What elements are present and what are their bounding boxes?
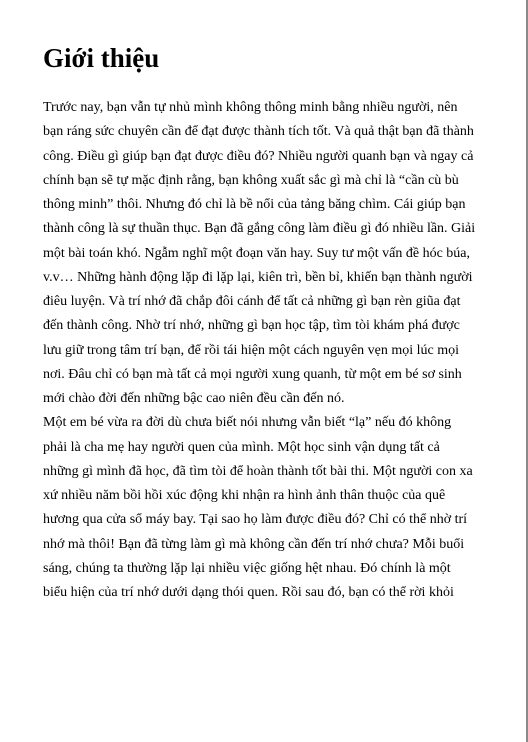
text-line: chính bạn sẽ tự mặc định rằng, bạn không xuất sắc gì mà chỉ là “cần cù bù <box>43 172 459 188</box>
body-text <box>43 96 491 605</box>
text-line: điêu luyện. Và trí nhớ đã chắp đôi cánh để tất cả những gì bạn rèn giũa đạt <box>43 294 461 309</box>
text-line: Một em bé vừa ra đời dù chưa biết nói nhưng vẫn biết “lạ” nếu đó không <box>43 415 452 431</box>
text-line: phải là cha mẹ hay người quen của mình. Một học sinh vận dụng tất cả <box>43 439 440 455</box>
text-line: công. Điều gì giúp bạn đạt được điều đó? Nhiều người quanh bạn và ngay cả <box>43 148 474 164</box>
page-title: Giới thiệu <box>43 43 160 73</box>
text-line: những gì mình đã học, đã tìm tòi để hoàn thành tốt bài thi. Một người con xa <box>43 463 473 479</box>
text-line: hương qua cửa sổ máy bay. Tại sao họ làm được điều đó? Chỉ có thể nhờ trí <box>43 512 468 528</box>
text-line: lưu giữ trong tâm trí bạn, để rồi tái hiện một cách nguyên vẹn mọi lúc mọi <box>43 342 460 358</box>
text-line: sáng, chúng ta thường lặp lại nhiều việc giống hệt nhau. Đó chính là một <box>43 560 451 576</box>
text-line: nhớ mà thôi! Bạn đã từng làm gì mà không cần đến trí nhớ chưa? Mỗi buổi <box>43 536 465 552</box>
text-line: bạn ráng sức chuyên cần để đạt được thành tích tốt. Và quả thật bạn đã thành <box>43 124 474 140</box>
text-line: đến thành công. Nhờ trí nhớ, những gì bạn học tập, tìm tòi khám phá được <box>43 318 460 334</box>
text-line: một bài toán khó. Ngẫm nghĩ một đoạn văn hay. Suy tư một vấn đề hóc búa, <box>43 245 470 261</box>
text-line: mới chào đời đến những bậc cao niên đều cần đến nó. <box>43 391 345 406</box>
text-line: thông minh” thôi. Nhưng đó chỉ là bề nổi của tảng băng chìm. Cái giúp bạn <box>43 197 466 212</box>
text-line: xứ nhiều năm bồi hồi xúc động khi nhận ra hình ảnh thân thuộc của quê <box>43 488 446 503</box>
text-line: Trước nay, bạn vẫn tự nhủ mình không thông minh bằng nhiều người, nên <box>43 100 458 115</box>
text-line: thành công là sự thuần thục. Bạn đã gắng công làm điều gì đó nhiều lần. Giải <box>43 221 476 237</box>
text-line: biểu hiện của trí nhớ dưới dạng thói quen. Rồi sau đó, bạn có thể rời khỏi <box>43 585 454 600</box>
text-line: v.v… Những hành động lặp đi lặp lại, kiên trì, bền bỉ, khiến bạn thành người <box>43 269 473 285</box>
text-line: nơi. Đâu chỉ có bạn mà tất cả mọi người xung quanh, từ một em bé sơ sinh <box>43 366 462 382</box>
